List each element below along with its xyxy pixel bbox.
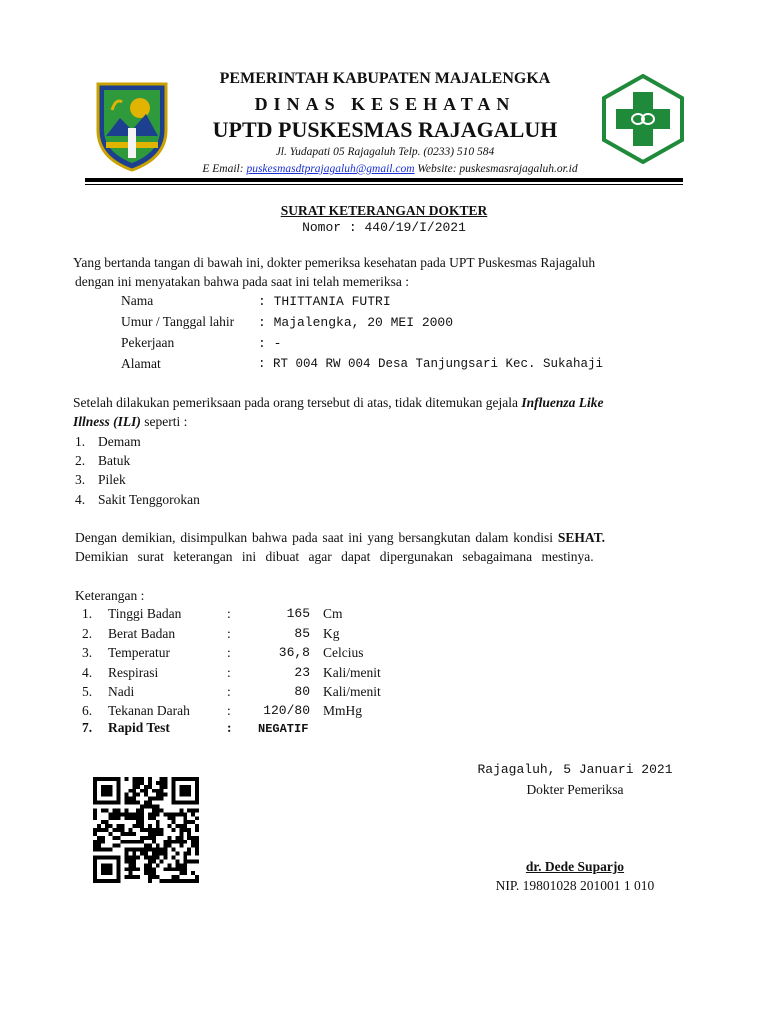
measurement-label: Temperatur [108, 645, 171, 660]
measurement-num: 4. [82, 665, 93, 680]
signer-role: Dokter Pemeriksa [526, 782, 624, 797]
measurement-value: 80 [294, 684, 310, 699]
finding-line-2 [73, 414, 187, 430]
finding-ili-part2: Illness (ILI) [73, 414, 141, 429]
letter-title: SURAT KETERANGAN DOKTER [280, 203, 488, 218]
measurement-label: Tekanan Darah [108, 703, 190, 718]
field-value-alamat: : RT 004 RW 004 Desa Tanjungsari Kec. Sukahaji [258, 357, 604, 371]
measurement-value: 120/80 [263, 703, 310, 718]
email-link[interactable]: puskesmasdtprajagaluh@gmail.com [246, 163, 415, 175]
measurement-value: 85 [294, 626, 310, 641]
symptom-num: 1. [75, 434, 86, 449]
header-government: PEMERINTAH KABUPATEN MAJALENGKA [219, 70, 551, 87]
regency-emblem [92, 80, 172, 172]
measurement-unit: MmHg [323, 703, 363, 718]
finding-line-1 [73, 395, 603, 411]
symptom-num: 3. [75, 472, 86, 487]
field-label-pekerjaan: Pekerjaan [121, 335, 175, 350]
field-label-alamat: Alamat [121, 356, 161, 371]
puskesmas-logo [600, 74, 686, 164]
measurement-num: 6. [82, 703, 93, 718]
intro-line-1: Yang bertanda tangan di bawah ini, dokter pemeriksa kesehatan pada UPT Puskesmas Rajagaluh [73, 255, 596, 270]
symptom-num: 2. [75, 453, 86, 468]
finding-pre: Setelah dilakukan pemeriksaan pada orang tersebut di atas, tidak ditemukan gejala [73, 395, 522, 410]
header-contact [140, 163, 640, 175]
header-address: Jl. Yudapati 05 Rajagaluh Telp. (0233) 510 584 [275, 146, 495, 158]
symptom-num: 4. [75, 492, 86, 507]
intro-line-2: dengan ini menyatakan bahwa pada saat ini telah memeriksa : [75, 274, 409, 289]
rapid-label: Rapid Test [108, 720, 170, 735]
rapid-num: 7. [82, 720, 93, 735]
measurement-unit: Kg [323, 626, 340, 641]
finding-ili-part1: Influenza Like [521, 395, 604, 410]
measurement-value: 36,8 [278, 645, 310, 660]
measurement-value: 23 [294, 665, 310, 680]
symptom-text: Batuk [98, 453, 131, 468]
measurement-num: 1. [82, 606, 93, 621]
field-value-nama: : THITTANIA FUTRI [258, 294, 391, 309]
conclusion-pre: Dengan demikian, disimpulkan bahwa pada saat ini yang bersangkutan dalam kondisi [75, 530, 558, 545]
measurement-unit: Kali/menit [323, 665, 381, 680]
qr-code [92, 777, 200, 883]
measurement-unit: Cm [323, 606, 343, 621]
letter-number: Nomor : 440/19/I/2021 [302, 220, 466, 235]
measurement-label: Respirasi [108, 665, 159, 680]
measurement-colon: : [227, 626, 231, 641]
measurement-unit: Kali/menit [323, 684, 381, 699]
measurement-label: Berat Badan [108, 626, 176, 641]
field-label-umur: Umur / Tanggal lahir [121, 314, 235, 329]
header-department: DINAS KESEHATAN [254, 94, 516, 114]
measurement-unit: Celcius [323, 645, 364, 660]
signer-nip: NIP. 19801028 201001 1 010 [495, 878, 655, 893]
place-date: Rajagaluh, 5 Januari 2021 [477, 762, 673, 777]
measurement-num: 3. [82, 645, 93, 660]
header-rule-thick [85, 178, 683, 182]
measurement-label: Nadi [108, 684, 135, 699]
field-label-nama: Nama [121, 293, 154, 308]
conclusion-line [75, 530, 605, 546]
keterangan-label: Keterangan : [75, 588, 145, 603]
website-text: Website: puskesmasrajagaluh.or.id [417, 163, 578, 175]
symptom-text: Pilek [98, 472, 126, 487]
conclusion-status: SEHAT. [557, 530, 606, 545]
field-value-umur: : Majalengka, 20 MEI 2000 [258, 315, 454, 330]
measurement-value: 165 [286, 606, 310, 621]
closing-line: Demikian surat keterangan ini dibuat agar dapat dipergunakan sebagaimana mestinya. [75, 549, 594, 564]
rapid-colon: : [227, 720, 232, 735]
measurement-num: 5. [82, 684, 93, 699]
signer-name: dr. Dede Suparjo [525, 859, 625, 874]
header-rule-thin [85, 184, 683, 185]
measurement-colon: : [227, 606, 231, 621]
field-value-pekerjaan: : - [258, 336, 282, 351]
measurement-label: Tinggi Badan [108, 606, 182, 621]
symptom-text: Sakit Tenggorokan [98, 492, 200, 507]
email-label: E Email: [202, 163, 244, 175]
finding-post: seperti : [140, 414, 188, 429]
measurement-colon: : [227, 645, 231, 660]
rapid-result: NEGATIF [258, 722, 309, 736]
symptom-text: Demam [98, 434, 141, 449]
measurement-num: 2. [82, 626, 93, 641]
header-institution: UPTD PUSKESMAS RAJAGALUH [212, 117, 558, 142]
measurement-colon: : [227, 703, 231, 718]
measurement-colon: : [227, 684, 231, 699]
measurement-colon: : [227, 665, 231, 680]
